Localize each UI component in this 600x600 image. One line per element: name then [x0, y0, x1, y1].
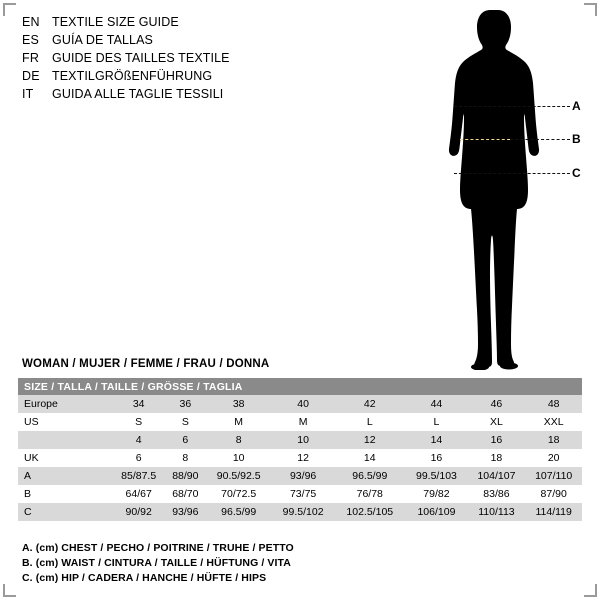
- cell: 64/67: [112, 485, 165, 503]
- language-code-en: EN: [22, 15, 40, 29]
- legend-line-b: B. (cm) WAIST / CINTURA / TAILLE / HÜFTUNG / VITA: [22, 557, 291, 569]
- cell: 12: [334, 431, 405, 449]
- cell: 46: [468, 395, 526, 413]
- language-row-it: [22, 86, 312, 103]
- row-head-c: C: [18, 503, 112, 521]
- cell: 110/113: [468, 503, 526, 521]
- language-code-es: ES: [22, 33, 40, 47]
- table-row: [18, 467, 582, 485]
- cell: 4: [112, 431, 165, 449]
- language-title-it: GUIDA ALLE TAGLIE TESSILI: [52, 87, 224, 101]
- woman-section-heading: WOMAN / MUJER / FEMME / FRAU / DONNA: [22, 358, 270, 370]
- cell: 96.5/99: [334, 467, 405, 485]
- table-row: [18, 449, 582, 467]
- cell: 34: [112, 395, 165, 413]
- cell: 36: [165, 395, 205, 413]
- cell: 99.5/102: [272, 503, 334, 521]
- cell: 10: [205, 449, 272, 467]
- table-row: [18, 413, 582, 431]
- corner-mark-bottom-left: [3, 584, 16, 597]
- language-code-it: IT: [22, 87, 34, 101]
- cell: 70/72.5: [205, 485, 272, 503]
- size-table: [18, 378, 582, 521]
- language-title-fr: GUIDE DES TAILLES TEXTILE: [52, 51, 230, 65]
- cell: 93/96: [165, 503, 205, 521]
- corner-mark-top-left: [3, 3, 16, 16]
- cell: XXL: [525, 413, 582, 431]
- table-row: [18, 431, 582, 449]
- language-row-de: [22, 68, 312, 85]
- row-head-europe: Europe: [18, 395, 112, 413]
- cell: S: [112, 413, 165, 431]
- cell: 18: [468, 449, 526, 467]
- corner-mark-bottom-right: [584, 584, 597, 597]
- language-row-en: [22, 14, 312, 31]
- legend-line-a: A. (cm) CHEST / PECHO / POITRINE / TRUHE / PETTO: [22, 542, 294, 554]
- language-title-es: GUÍA DE TALLAS: [52, 33, 153, 47]
- cell: 76/78: [334, 485, 405, 503]
- cell: 18: [525, 431, 582, 449]
- cell: M: [205, 413, 272, 431]
- cell: L: [405, 413, 467, 431]
- cell: 14: [405, 431, 467, 449]
- cell: 42: [334, 395, 405, 413]
- cell: M: [272, 413, 334, 431]
- measure-label-c: C: [572, 166, 581, 180]
- measure-line-c: [454, 173, 570, 174]
- cell: 16: [468, 431, 526, 449]
- cell: 20: [525, 449, 582, 467]
- measure-line-b-highlight: [460, 139, 510, 140]
- cell: S: [165, 413, 205, 431]
- language-code-de: DE: [22, 69, 40, 83]
- language-title-list: [22, 14, 312, 104]
- row-head-uk: UK: [18, 449, 112, 467]
- table-row: [18, 485, 582, 503]
- figure-diagram: [400, 8, 590, 373]
- cell: 6: [112, 449, 165, 467]
- female-body-silhouette-icon: [430, 8, 550, 370]
- measure-label-a: A: [572, 99, 581, 113]
- cell: 79/82: [405, 485, 467, 503]
- table-title-row: [18, 378, 582, 395]
- language-title-en: TEXTILE SIZE GUIDE: [52, 15, 179, 29]
- table-row: [18, 503, 582, 521]
- cell: L: [334, 413, 405, 431]
- cell: 90.5/92.5: [205, 467, 272, 485]
- cell: 90/92: [112, 503, 165, 521]
- cell: 68/70: [165, 485, 205, 503]
- cell: 114/119: [525, 503, 582, 521]
- cell: 48: [525, 395, 582, 413]
- measure-label-b: B: [572, 132, 581, 146]
- table-row: [18, 395, 582, 413]
- cell: 99.5/103: [405, 467, 467, 485]
- cell: 44: [405, 395, 467, 413]
- cell: 8: [165, 449, 205, 467]
- cell: 85/87.5: [112, 467, 165, 485]
- cell: 104/107: [468, 467, 526, 485]
- cell: 87/90: [525, 485, 582, 503]
- cell: 12: [272, 449, 334, 467]
- cell: 107/110: [525, 467, 582, 485]
- language-title-de: TEXTILGRÖßENFÜHRUNG: [52, 69, 213, 83]
- cell: 38: [205, 395, 272, 413]
- measurement-legend: [22, 541, 442, 586]
- cell: 10: [272, 431, 334, 449]
- cell: 16: [405, 449, 467, 467]
- table-title-cell: SIZE / TALLA / TAILLE / GRÖSSE / TAGLIA: [18, 378, 582, 395]
- cell: 93/96: [272, 467, 334, 485]
- row-head-a: A: [18, 467, 112, 485]
- language-row-es: [22, 32, 312, 49]
- language-row-fr: [22, 50, 312, 67]
- row-head-b: B: [18, 485, 112, 503]
- language-code-fr: FR: [22, 51, 40, 65]
- cell: 8: [205, 431, 272, 449]
- cell: 102.5/105: [334, 503, 405, 521]
- cell: 96.5/99: [205, 503, 272, 521]
- measure-line-b: [510, 139, 570, 140]
- cell: 88/90: [165, 467, 205, 485]
- cell: 40: [272, 395, 334, 413]
- legend-line-c: C. (cm) HIP / CADERA / HANCHE / HÜFTE / HIPS: [22, 572, 267, 584]
- cell: 83/86: [468, 485, 526, 503]
- cell: 14: [334, 449, 405, 467]
- row-head-us-numeric: [18, 431, 112, 449]
- row-head-us: US: [18, 413, 112, 431]
- cell: 73/75: [272, 485, 334, 503]
- cell: XL: [468, 413, 526, 431]
- measure-line-a: [454, 106, 570, 107]
- cell: 106/109: [405, 503, 467, 521]
- cell: 6: [165, 431, 205, 449]
